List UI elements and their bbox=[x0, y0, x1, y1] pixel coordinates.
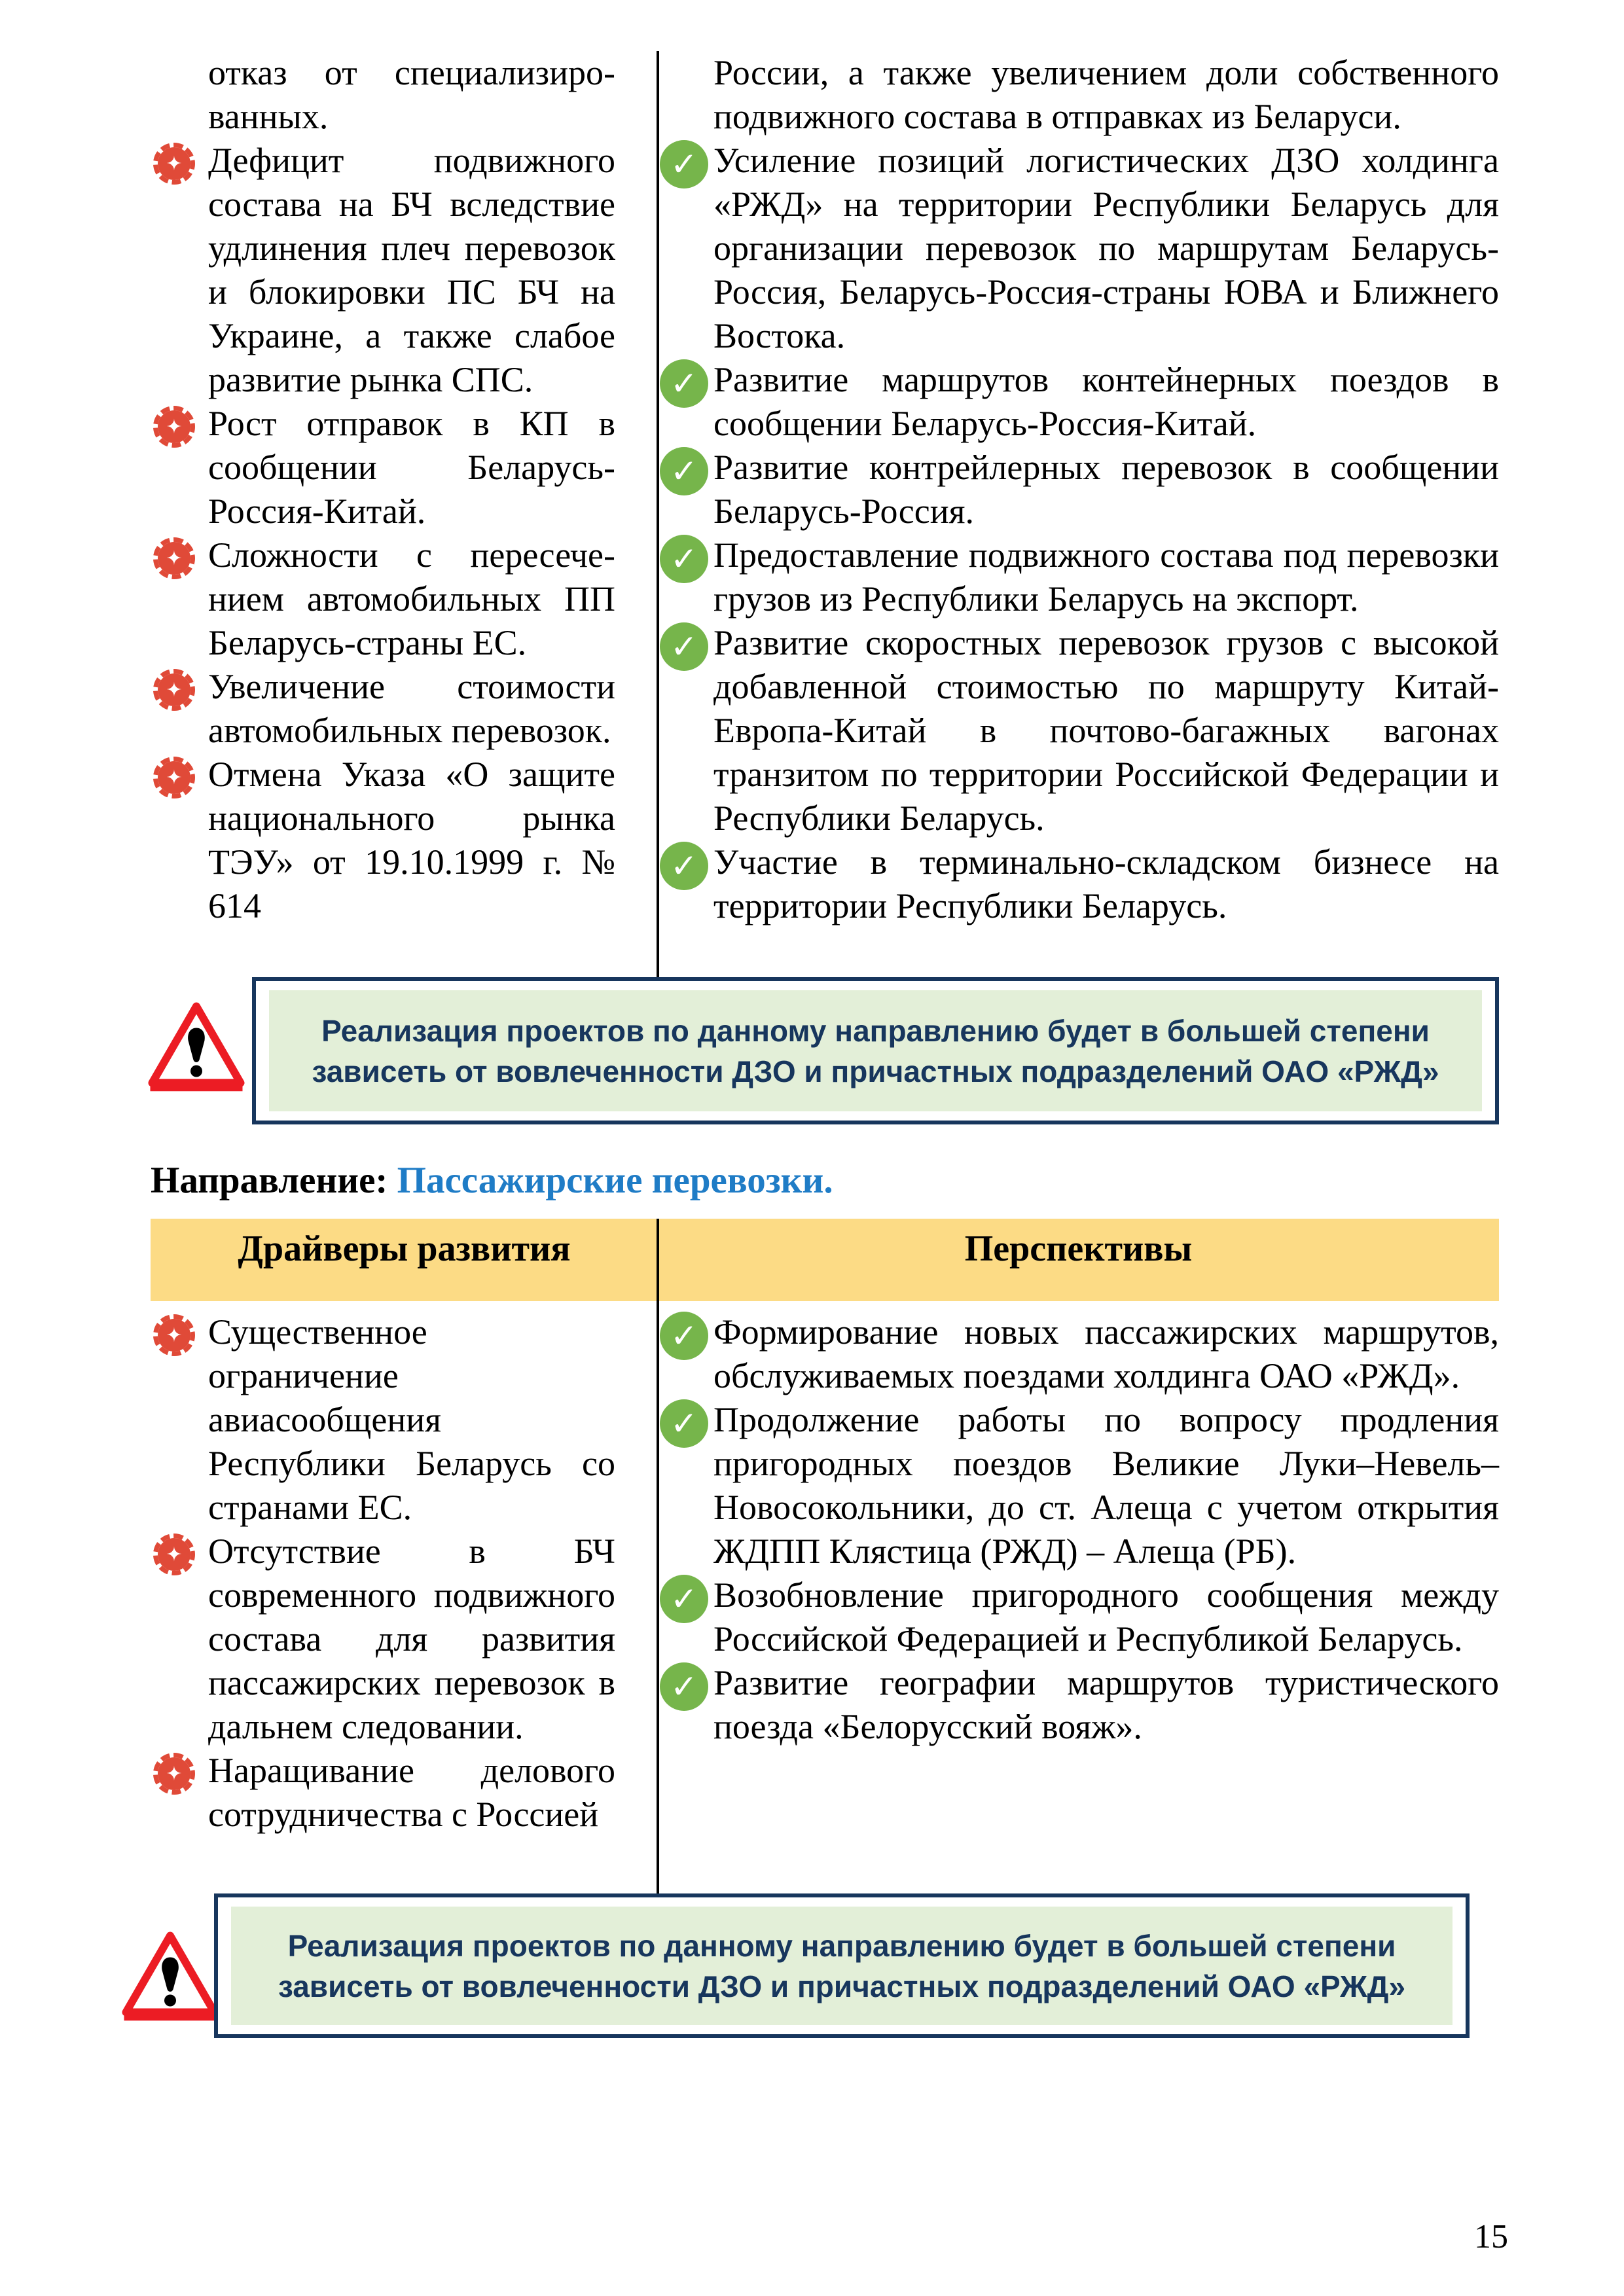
passenger-prospects-column bbox=[660, 1310, 1499, 1749]
list-item bbox=[151, 1749, 615, 1837]
list-item-text: Наращивание делового сотрудничества с Россией bbox=[208, 1751, 615, 1834]
freight-column-divider bbox=[657, 51, 659, 977]
red-gear-bullet-icon: ✦ bbox=[153, 757, 195, 798]
list-item-text: Дефицит подвижного состава на БЧ вследствие удлинения плеч перевозок и блокировки ПС БЧ на Украине, а также слабое развитие рынка СПС. bbox=[208, 141, 615, 399]
green-check-icon: ✓ bbox=[660, 622, 708, 671]
warning-box-inner bbox=[269, 990, 1482, 1111]
green-check-icon: ✓ bbox=[660, 1662, 708, 1711]
list-item-text: Усиление позиций логистических ДЗО холдинга «РЖД» на территории Республики Беларусь для организации перевозок по маршрутам Беларусь- Россия, Беларусь-Россия-страны ЮВА и Ближнего Востока. bbox=[713, 141, 1499, 355]
list-item bbox=[660, 139, 1499, 358]
list-item-text: Развитие контрейлерных перевозок в сообщении Беларусь-Россия. bbox=[713, 448, 1499, 531]
green-check-icon: ✓ bbox=[660, 447, 708, 495]
list-item-text: России, а также увеличением доли собственного подвижного состава в отправках из Беларуси. bbox=[713, 53, 1499, 136]
header-cell-drivers: Драйверы развития bbox=[238, 1229, 571, 1269]
list-item-text: Развитие скоростных перевозок грузов с высокой добавленной стоимостью по маршруту Китай-Европа-Китай в почтово-багажных вагонах транзитом по территории Российской Федерации и Республики Беларусь. bbox=[713, 623, 1499, 838]
green-check-icon: ✓ bbox=[660, 140, 708, 188]
red-gear-bullet-icon: ✦ bbox=[153, 143, 195, 185]
list-item bbox=[660, 446, 1499, 533]
list-item-text: Увеличение стоимости автомобильных перевозок. bbox=[208, 667, 615, 750]
list-item-text: Формирование новых пассажирских маршрутов, обслуживаемых поездами холдинга ОАО «РЖД». bbox=[713, 1312, 1499, 1395]
list-item-text: Возобновление пригородного сообщения между Российской Федерацией и Республикой Беларусь. bbox=[713, 1575, 1499, 1659]
list-item-text: отказ от специализиро-ванных. bbox=[208, 53, 615, 136]
warning-text: Реализация проектов по данному направлению будет в большей степени зависеть от вовлеченности ДЗО и причастных подразделений ОАО «РЖД» bbox=[312, 1013, 1439, 1088]
list-item-text: Существенное ограничение авиасообщения Республики Беларусь со странами ЕС. bbox=[208, 1312, 615, 1527]
list-item-text: Развитие географии маршрутов туристического поезда «Белорусский вояж». bbox=[713, 1663, 1499, 1746]
list-item bbox=[151, 139, 615, 402]
warning-box-freight bbox=[252, 977, 1499, 1124]
direction-label: Направление: bbox=[151, 1160, 388, 1201]
header-cell-prospects: Перспективы bbox=[964, 1229, 1193, 1269]
warning-box-passenger bbox=[214, 1893, 1470, 2038]
list-item-text: Продолжение работы по вопросу продления пригородных поездов Великие Луки–Невель–Новосокольники, до ст. Алеща с учетом открытия ЖДПП Клястица (РЖД) – Алеща (РБ). bbox=[713, 1400, 1499, 1571]
warning-triangle-icon bbox=[147, 997, 245, 1098]
warning-box-inner bbox=[231, 1907, 1453, 2025]
red-gear-bullet-icon: ✦ bbox=[153, 1314, 195, 1356]
red-gear-bullet-icon: ✦ bbox=[153, 1753, 195, 1795]
list-item bbox=[660, 1398, 1499, 1573]
list-item bbox=[660, 840, 1499, 928]
green-check-icon: ✓ bbox=[660, 1399, 708, 1448]
list-item bbox=[151, 1310, 615, 1530]
green-check-icon: ✓ bbox=[660, 1575, 708, 1623]
list-item-text: Развитие маршрутов контейнерных поездов в сообщении Беларусь-Россия-Китай. bbox=[713, 360, 1499, 443]
red-gear-bullet-icon: ✦ bbox=[153, 406, 195, 448]
list-item-text: Отмена Указа «О защите национального рынка ТЭУ» от 19.10.1999 г. № 614 bbox=[208, 755, 615, 925]
direction-heading bbox=[151, 1160, 833, 1202]
red-gear-bullet-icon: ✦ bbox=[153, 537, 195, 579]
list-item-text: Отсутствие в БЧ современного подвижного состава для развития пассажирских перевозок в дальнем следовании. bbox=[208, 1532, 615, 1746]
page-number: 15 bbox=[1474, 2218, 1508, 2255]
warning-triangle-icon bbox=[121, 1926, 219, 2028]
green-check-icon: ✓ bbox=[660, 359, 708, 408]
list-item bbox=[660, 1661, 1499, 1749]
green-check-icon: ✓ bbox=[660, 1312, 708, 1360]
list-item-text: Предоставление подвижного состава под перевозки грузов из Республики Беларусь на экспорт. bbox=[713, 535, 1499, 619]
red-gear-bullet-icon: ✦ bbox=[153, 669, 195, 711]
list-item bbox=[151, 665, 615, 753]
list-item bbox=[151, 533, 615, 665]
passenger-column-divider bbox=[657, 1219, 659, 1893]
list-item bbox=[660, 51, 1499, 139]
direction-value: Пассажирские перевозки. bbox=[388, 1160, 833, 1201]
list-item bbox=[151, 402, 615, 533]
list-item bbox=[660, 1310, 1499, 1398]
list-item-text: Рост отправок в КП в сообщении Беларусь-Россия-Китай. bbox=[208, 404, 615, 531]
list-item bbox=[660, 1573, 1499, 1661]
passenger-drivers-column bbox=[151, 1310, 615, 1837]
freight-prospects-column bbox=[660, 51, 1499, 928]
list-item bbox=[660, 533, 1499, 621]
list-item-text: Участие в терминально-складском бизнесе на территории Республики Беларусь. bbox=[713, 842, 1499, 925]
list-item bbox=[151, 51, 615, 139]
green-check-icon: ✓ bbox=[660, 842, 708, 890]
list-item bbox=[151, 753, 615, 928]
green-check-icon: ✓ bbox=[660, 535, 708, 583]
list-item bbox=[660, 358, 1499, 446]
list-item bbox=[660, 621, 1499, 840]
passenger-table-header bbox=[151, 1219, 1499, 1301]
red-gear-bullet-icon: ✦ bbox=[153, 1534, 195, 1575]
list-item-text: Сложности с пересече-нием автомобильных ПП Беларусь-страны ЕС. bbox=[208, 535, 615, 662]
warning-text: Реализация проектов по данному направлению будет в большей степени зависеть от вовлеченности ДЗО и причастных подразделений ОАО «РЖД» bbox=[278, 1928, 1406, 2003]
freight-drivers-column bbox=[151, 51, 615, 928]
list-item bbox=[151, 1530, 615, 1749]
